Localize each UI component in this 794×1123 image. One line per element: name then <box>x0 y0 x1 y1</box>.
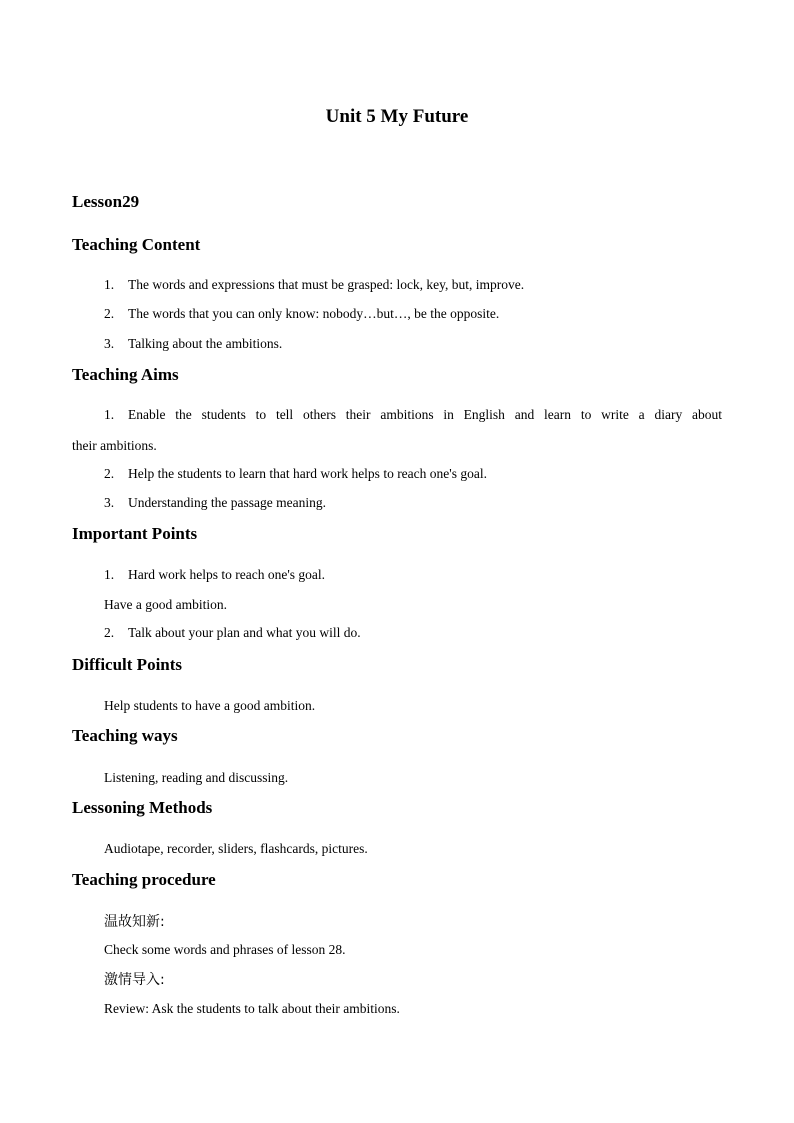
aims-item-3-number: 3. <box>104 495 115 510</box>
teaching-ways-text: Listening, reading and discussing. <box>104 770 289 785</box>
aims-item-3 <box>104 495 326 511</box>
important-points-heading: Important Points <box>72 524 198 543</box>
aims-item-2-text: Help the students to learn that hard work helps to reach one's goal. <box>128 466 487 481</box>
difficult-points-heading: Difficult Points <box>72 655 183 674</box>
content-item-3-text: Talking about the ambitions. <box>128 336 283 351</box>
important-sub-text: Have a good ambition. <box>104 597 227 612</box>
lessoning-methods-text: Audiotape, recorder, sliders, flashcards, pictures. <box>104 841 368 856</box>
important-item-1-text: Hard work helps to reach one's goal. <box>128 567 325 582</box>
lesson-heading: Lesson29 <box>72 192 140 211</box>
aims-item-1 <box>72 407 722 423</box>
aims-item-2 <box>104 466 487 482</box>
important-item-1-number: 1. <box>104 567 115 582</box>
important-item-1 <box>104 567 325 583</box>
aims-item-2-number: 2. <box>104 466 115 481</box>
content-item-2-text: The words that you can only know: nobody…but…, be the opposite. <box>128 306 500 321</box>
procedure-text-1: Check some words and phrases of lesson 28. <box>104 942 346 957</box>
difficult-points-text: Help students to have a good ambition. <box>104 698 316 713</box>
aims-item-1-text: Enable the students to tell others their ambitions in English and learn to write a diary about <box>128 407 722 422</box>
content-item-3-number: 3. <box>104 336 115 351</box>
aims-item-3-text: Understanding the passage meaning. <box>128 495 326 510</box>
content-item-2-number: 2. <box>104 306 115 321</box>
teaching-content-heading: Teaching Content <box>72 235 201 254</box>
teaching-procedure-heading: Teaching procedure <box>72 870 216 889</box>
content-item-1-number: 1. <box>104 277 115 292</box>
page-title: Unit 5 My Future <box>325 106 469 127</box>
aims-item-1-continuation: their ambitions. <box>72 438 157 453</box>
teaching-aims-heading: Teaching Aims <box>72 365 179 384</box>
procedure-label-review-old: 温故知新: <box>104 914 165 930</box>
content-item-1-text: The words and expressions that must be grasped: lock, key, but, improve. <box>128 277 525 292</box>
aims-item-1-number: 1. <box>104 407 115 422</box>
procedure-label-lead-in: 激情导入: <box>104 972 165 988</box>
lessoning-methods-heading: Lessoning Methods <box>72 798 213 817</box>
content-item-3 <box>104 336 282 352</box>
content-item-2 <box>104 306 499 322</box>
important-item-2-text: Talk about your plan and what you will do. <box>128 625 361 640</box>
important-item-2 <box>104 625 361 641</box>
procedure-text-2: Review: Ask the students to talk about their ambitions. <box>104 1001 400 1016</box>
teaching-ways-heading: Teaching ways <box>72 726 178 745</box>
important-item-2-number: 2. <box>104 625 115 640</box>
content-item-1 <box>104 277 524 293</box>
